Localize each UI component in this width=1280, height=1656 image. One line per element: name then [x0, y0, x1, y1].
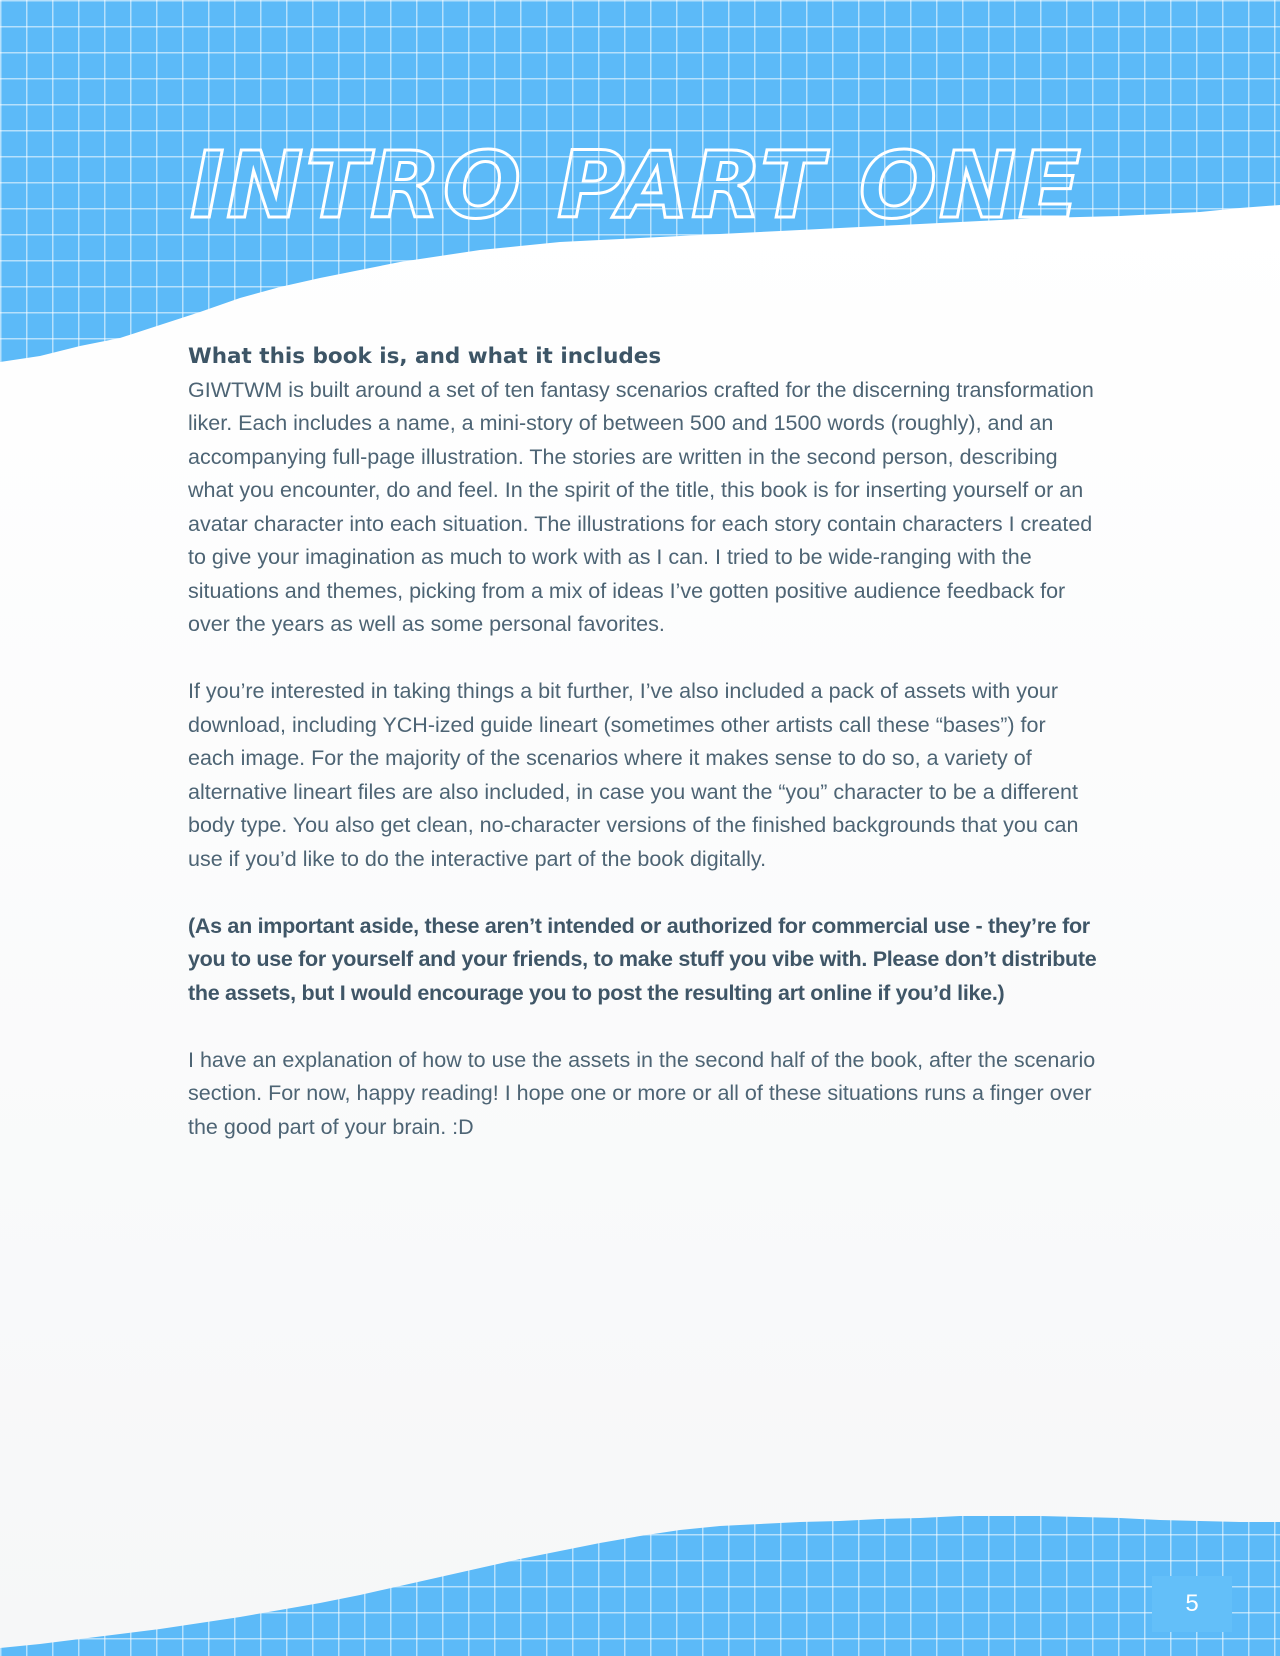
- section-heading: What this book is, and what it includes: [188, 344, 662, 369]
- page-title: INTRO PART ONE: [190, 132, 1083, 239]
- page-number: 5: [1152, 1576, 1232, 1632]
- paragraph-closing: I have an explanation of how to use the assets in the second half of the book, after the scenario section. For now, happy reading! I hope one or more or all of these situations runs a finger over the good part of your brain. :D: [188, 1047, 1096, 1139]
- paragraph-scenarios: GIWTWM is built around a set of ten fantasy scenarios crafted for the discerning transformation liker. Each includes a name, a mini-story of between 500 and 1500 words (roughly), and an accompanying full-page illustration. The stories are written in the second person, describing what you encounter, do and feel. In the spirit of the title, this book is for inserting yourself or an avatar character into each situation. The illustrations for each story contain characters I created to give your imagination as much to work with as I can. I tried to be wide-ranging with the situations and themes, picking from a mix of ideas I’ve gotten positive audience feedback for over the years as well as some personal favorites.: [188, 377, 1094, 636]
- intro-section: [188, 340, 1098, 1178]
- paragraph-usage-note: (As an important aside, these aren’t intended or authorized for commercial use - they’re for you to use for yourself and your friends, to make stuff you vibe with. Please don’t distribute the assets, but I would encourage you to post the resulting art online if you’d like.): [188, 913, 1097, 1005]
- paragraph-assets: If you’re interested in taking things a bit further, I’ve also included a pack of assets with your download, including YCH-ized guide lineart (sometimes other artists call these “bases”) for each image. For the majority of the scenarios where it makes sense to do so, a variety of alternative lineart files are also included, in case you want the “you” character to be a different body type. You also get clean, no-character versions of the finished backgrounds that you can use if you’d like to do the interactive part of the book digitally.: [188, 679, 1079, 871]
